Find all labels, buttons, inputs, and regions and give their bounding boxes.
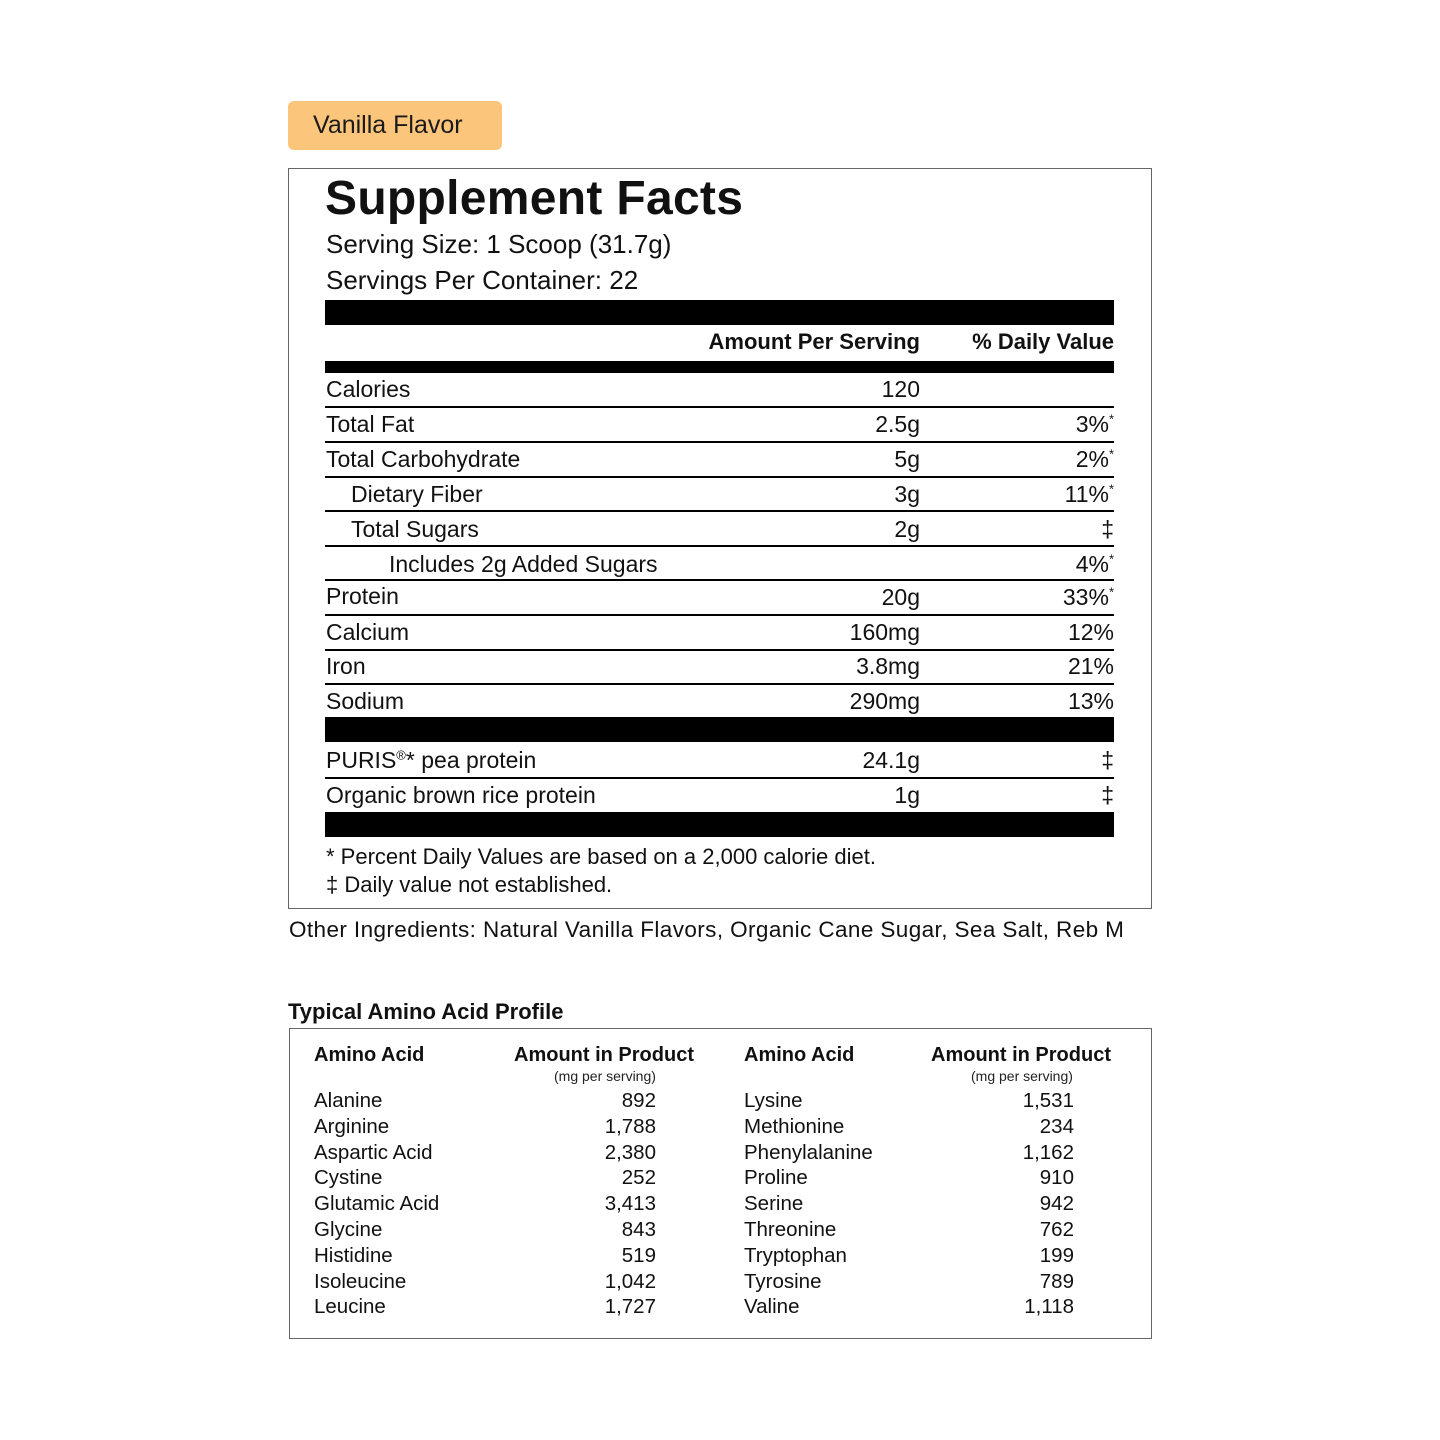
facts-title: Supplement Facts <box>325 172 744 225</box>
footnote-not-established: ‡ Daily value not established. <box>326 872 613 897</box>
row-divider <box>325 777 1114 779</box>
column-unit: (mg per serving) <box>554 1068 656 1084</box>
flavor-badge: Vanilla Flavor <box>288 101 502 150</box>
amino-name: Threonine <box>744 1217 837 1241</box>
amino-names-left <box>314 1088 514 1320</box>
nutrient-amount: 3.8mg <box>856 653 920 679</box>
nutrient-label: Total Fat <box>326 411 415 437</box>
amino-name: Tryptophan <box>744 1243 847 1267</box>
nutrient-daily-value: 12% <box>1067 619 1114 645</box>
amino-name: Isoleucine <box>314 1269 407 1293</box>
row-divider <box>325 510 1114 512</box>
nutrient-amount: 5g <box>894 446 920 472</box>
nutrient-daily-value: 13% <box>1067 688 1114 714</box>
amino-value: 843 <box>621 1217 656 1241</box>
nutrient-daily-value: 2%* <box>1075 446 1114 472</box>
amino-name: Alanine <box>314 1089 383 1112</box>
nutrient-daily-value: ‡ <box>1101 516 1114 542</box>
nutrient-label: Iron <box>326 653 366 679</box>
nutrient-label: Sodium <box>326 688 404 714</box>
amino-name: Phenylalanine <box>744 1140 873 1164</box>
amino-value: 252 <box>621 1166 656 1190</box>
protein-daily-value: ‡ <box>1101 747 1114 773</box>
amino-value: 3,413 <box>604 1192 656 1216</box>
amino-values-right <box>974 1088 1074 1320</box>
amino-name: Lysine <box>744 1089 803 1112</box>
nutrient-daily-value: 21% <box>1067 653 1114 679</box>
amino-value: 1,042 <box>604 1269 656 1293</box>
nutrient-daily-value: 33%* <box>1062 584 1114 610</box>
nutrient-label: Total Sugars <box>351 516 479 542</box>
nutrient-amount: 160mg <box>849 619 920 645</box>
nutrient-amount: 3g <box>894 481 920 507</box>
thick-divider <box>325 812 1114 837</box>
column-unit: (mg per serving) <box>971 1068 1073 1084</box>
row-divider <box>325 614 1114 616</box>
serving-size: Serving Size: 1 Scoop (31.7g) <box>326 229 672 259</box>
column-header-amount: Amount in Product <box>514 1044 694 1066</box>
nutrient-amount: 2g <box>894 516 920 542</box>
amino-value: 1,788 <box>604 1114 656 1138</box>
amino-value: 1,727 <box>604 1295 656 1319</box>
header-divider <box>325 361 1114 373</box>
amino-value: 762 <box>1039 1217 1074 1241</box>
amino-value: 1,118 <box>1024 1295 1074 1319</box>
amino-value: 234 <box>1039 1114 1074 1138</box>
protein-amount: 1g <box>894 782 920 808</box>
amino-name: Histidine <box>314 1243 393 1267</box>
amino-name: Aspartic Acid <box>314 1140 433 1164</box>
amino-value: 789 <box>1039 1269 1074 1293</box>
nutrient-label: Calcium <box>326 619 410 645</box>
amino-value: 910 <box>1039 1166 1074 1190</box>
amino-value: 519 <box>621 1243 656 1267</box>
amino-name: Serine <box>744 1192 804 1216</box>
other-ingredients: Other Ingredients: Natural Vanilla Flavors, Organic Cane Sugar, Sea Salt, Reb M <box>289 917 1125 942</box>
nutrient-label: Calories <box>326 376 411 402</box>
amino-name: Cystine <box>314 1166 383 1190</box>
nutrient-daily-value: 11%* <box>1064 481 1114 507</box>
protein-label: PURIS®* pea protein <box>326 747 537 773</box>
nutrient-label: Includes 2g Added Sugars <box>389 551 658 577</box>
row-divider <box>325 476 1114 478</box>
amino-name: Proline <box>744 1166 808 1190</box>
amino-name: Valine <box>744 1295 800 1319</box>
amino-names-right <box>744 1088 944 1320</box>
column-header-daily-value: % Daily Value <box>972 329 1114 354</box>
amino-name: Tyrosine <box>744 1269 822 1293</box>
amino-name: Glycine <box>314 1217 383 1241</box>
nutrient-amount: 2.5g <box>875 411 920 437</box>
thick-divider <box>325 300 1114 325</box>
column-header-amount: Amount in Product <box>931 1044 1111 1066</box>
row-divider <box>325 649 1114 651</box>
supplement-facts-panel <box>288 168 1152 909</box>
nutrient-label: Protein <box>326 583 399 609</box>
nutrient-amount: 120 <box>881 376 920 402</box>
protein-daily-value: ‡ <box>1101 782 1114 808</box>
row-divider <box>325 683 1114 685</box>
nutrient-daily-value: 4%* <box>1075 551 1114 577</box>
amino-value: 892 <box>621 1089 656 1112</box>
amino-value: 1,531 <box>1022 1089 1074 1112</box>
amino-value: 2,380 <box>604 1140 656 1164</box>
amino-profile-table <box>289 1028 1152 1339</box>
row-divider <box>325 406 1114 408</box>
protein-amount: 24.1g <box>862 747 920 773</box>
amino-values-left <box>556 1088 656 1320</box>
nutrient-amount: 290mg <box>849 688 920 714</box>
column-header-amino-acid: Amino Acid <box>314 1044 425 1066</box>
column-header-amino-acid: Amino Acid <box>744 1044 855 1066</box>
amino-name: Leucine <box>314 1295 386 1319</box>
amino-value: 942 <box>1039 1192 1074 1216</box>
protein-label: Organic brown rice protein <box>326 782 596 808</box>
servings-per-container: Servings Per Container: 22 <box>326 265 639 295</box>
amino-profile-title: Typical Amino Acid Profile <box>288 999 564 1024</box>
amino-name: Glutamic Acid <box>314 1192 440 1216</box>
row-divider <box>325 545 1114 547</box>
nutrient-label: Total Carbohydrate <box>326 446 521 472</box>
thick-divider <box>325 717 1114 742</box>
footnote-daily-values: * Percent Daily Values are based on a 2,000 calorie diet. <box>326 844 876 869</box>
nutrient-label: Dietary Fiber <box>351 481 483 507</box>
row-divider <box>325 579 1114 581</box>
amino-value: 199 <box>1039 1243 1074 1267</box>
nutrient-daily-value: 3%* <box>1075 411 1114 437</box>
column-header-amount: Amount Per Serving <box>708 329 920 354</box>
row-divider <box>325 441 1114 443</box>
amino-name: Methionine <box>744 1114 845 1138</box>
amino-value: 1,162 <box>1022 1140 1074 1164</box>
nutrient-amount: 20g <box>881 584 920 610</box>
amino-name: Arginine <box>314 1114 390 1138</box>
